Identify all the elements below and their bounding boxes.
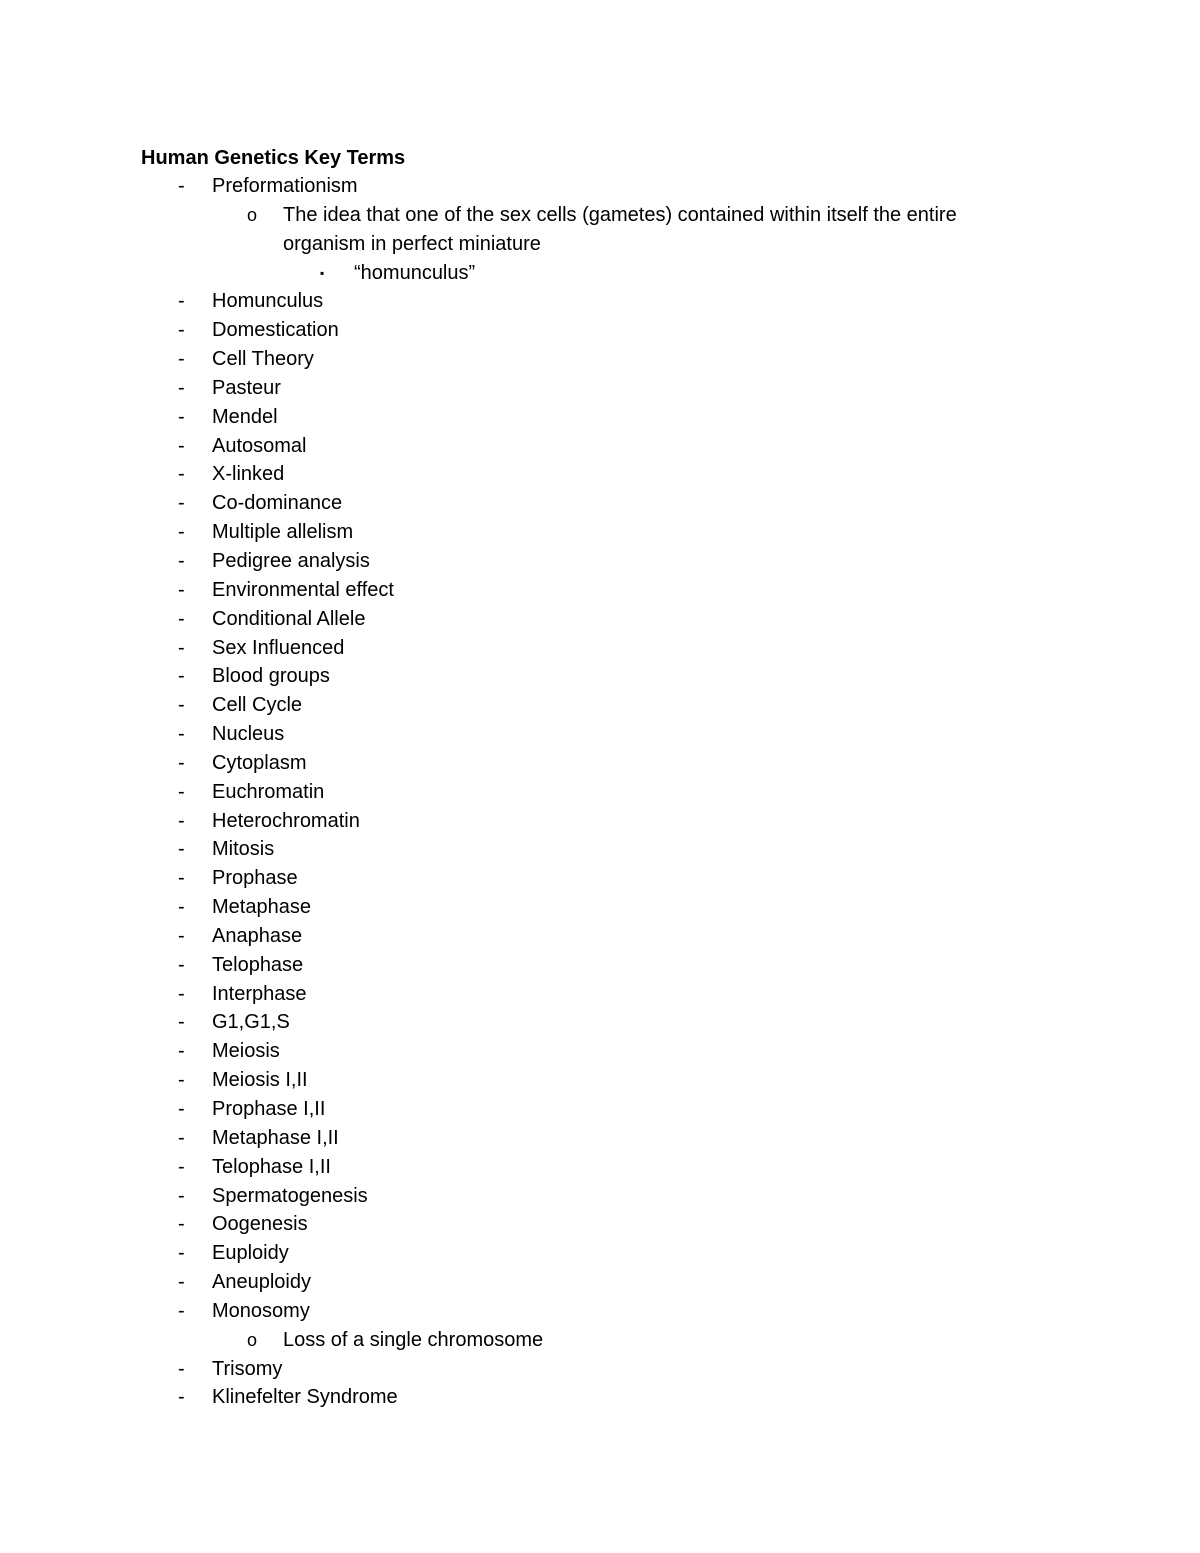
item-text: G1,G1,S xyxy=(212,1011,290,1034)
dash-bullet: - xyxy=(178,1386,185,1409)
dash-bullet: - xyxy=(178,953,185,976)
term-item xyxy=(0,778,1200,807)
item-text: Homunculus xyxy=(212,290,324,313)
item-text: Cytoplasm xyxy=(212,751,307,774)
item-text: Prophase xyxy=(212,867,298,890)
item-text: Sex Influenced xyxy=(212,636,345,659)
dash-bullet: - xyxy=(178,348,185,371)
dash-bullet: - xyxy=(178,492,185,515)
item-text: Nucleus xyxy=(212,723,285,746)
dash-bullet: - xyxy=(178,1011,185,1034)
dash-bullet: - xyxy=(178,1069,185,1092)
term-item xyxy=(0,518,1200,547)
term-item xyxy=(0,576,1200,605)
term-item xyxy=(0,605,1200,634)
term-item xyxy=(0,951,1200,980)
term-item xyxy=(0,835,1200,864)
term-item xyxy=(0,1124,1200,1153)
dash-bullet: - xyxy=(178,780,185,803)
item-text: Trisomy xyxy=(212,1357,283,1380)
item-text: Meiosis I,II xyxy=(212,1069,308,1092)
term-item xyxy=(0,172,1200,201)
item-text: Interphase xyxy=(212,982,307,1005)
term-item xyxy=(0,749,1200,778)
dash-bullet: - xyxy=(178,751,185,774)
dash-bullet: - xyxy=(178,607,185,630)
term-item xyxy=(0,287,1200,316)
dash-bullet: - xyxy=(178,1213,185,1236)
term-item xyxy=(0,980,1200,1009)
term-item xyxy=(0,403,1200,432)
dash-bullet: - xyxy=(178,1126,185,1149)
term-item xyxy=(0,634,1200,663)
item-text: X-linked xyxy=(212,463,285,486)
item-text: Conditional Allele xyxy=(212,607,366,630)
dash-bullet: - xyxy=(178,1155,185,1178)
term-item xyxy=(0,1095,1200,1124)
item-text: Preformationism xyxy=(212,175,358,197)
term-item xyxy=(0,1182,1200,1211)
term-item xyxy=(0,691,1200,720)
dash-bullet: - xyxy=(178,376,185,399)
dash-bullet: - xyxy=(178,290,185,313)
item-text: Metaphase I,II xyxy=(212,1126,339,1149)
dash-bullet: - xyxy=(178,1357,185,1380)
definition-item xyxy=(0,201,1200,259)
item-text: Klinefelter Syndrome xyxy=(212,1386,398,1409)
dash-bullet: - xyxy=(178,319,185,342)
item-text: Co-dominance xyxy=(212,492,343,515)
term-item xyxy=(0,1355,1200,1384)
dash-bullet: - xyxy=(178,521,185,544)
item-text: Autosomal xyxy=(212,434,307,457)
term-item xyxy=(0,1297,1200,1326)
item-text: Pasteur xyxy=(212,376,281,399)
dash-bullet: - xyxy=(178,175,185,197)
term-item xyxy=(0,1008,1200,1037)
item-text: Telophase I,II xyxy=(212,1155,331,1178)
term-item xyxy=(0,460,1200,489)
item-text: Multiple allelism xyxy=(212,521,354,544)
item-text: Telophase xyxy=(212,953,304,976)
dash-bullet: - xyxy=(178,694,185,717)
term-item xyxy=(0,1153,1200,1182)
dash-bullet: - xyxy=(178,982,185,1005)
dash-bullet: - xyxy=(178,1299,185,1322)
item-text: Loss of a single chromosome xyxy=(283,1328,544,1351)
term-item xyxy=(0,864,1200,893)
dash-bullet: - xyxy=(178,1040,185,1063)
item-text: Anaphase xyxy=(212,924,303,947)
item-text: “homunculus” xyxy=(354,261,476,284)
document-title: Human Genetics Key Terms xyxy=(141,147,406,169)
item-text: Mendel xyxy=(212,405,278,428)
square-bullet: ▪ xyxy=(320,265,325,280)
dash-bullet: - xyxy=(178,1271,185,1294)
dash-bullet: - xyxy=(178,405,185,428)
dash-bullet: - xyxy=(178,463,185,486)
dash-bullet: - xyxy=(178,723,185,746)
definition-item xyxy=(0,1326,1200,1355)
item-text: Prophase I,II xyxy=(212,1098,326,1120)
term-item xyxy=(0,432,1200,461)
term-item xyxy=(0,1037,1200,1066)
item-text: Cell Theory xyxy=(212,348,314,371)
term-item xyxy=(0,316,1200,345)
dash-bullet: - xyxy=(178,434,185,457)
item-text: Blood groups xyxy=(212,665,330,688)
item-text: Monosomy xyxy=(212,1299,310,1322)
term-item xyxy=(0,1268,1200,1297)
item-text: Spermatogenesis xyxy=(212,1184,368,1207)
term-item xyxy=(0,547,1200,576)
item-text: Domestication xyxy=(212,319,339,342)
item-text: The idea that one of the sex cells (gametes) contained within itself the entire organism in perfect miniature xyxy=(283,203,957,255)
item-text: Cell Cycle xyxy=(212,694,303,717)
dash-bullet: - xyxy=(178,838,185,861)
item-text: Euploidy xyxy=(212,1242,289,1265)
term-item xyxy=(0,489,1200,518)
dash-bullet: - xyxy=(178,665,185,688)
item-text: Mitosis xyxy=(212,838,275,861)
circle-bullet: o xyxy=(247,204,258,225)
item-text: Oogenesis xyxy=(212,1213,308,1236)
dash-bullet: - xyxy=(178,1098,185,1120)
term-item xyxy=(0,345,1200,374)
term-item xyxy=(0,922,1200,951)
item-text: Environmental effect xyxy=(212,578,394,601)
sub-definition-item xyxy=(0,259,1200,288)
dash-bullet: - xyxy=(178,896,185,919)
circle-bullet: o xyxy=(247,1329,258,1350)
item-text: Aneuploidy xyxy=(212,1271,311,1294)
item-text: Pedigree analysis xyxy=(212,549,370,572)
term-item xyxy=(0,1239,1200,1268)
key-terms-list xyxy=(0,172,1200,1412)
dash-bullet: - xyxy=(178,809,185,832)
item-text: Metaphase xyxy=(212,896,311,919)
term-item xyxy=(0,893,1200,922)
term-item xyxy=(0,807,1200,836)
term-item xyxy=(0,1383,1200,1412)
item-text: Heterochromatin xyxy=(212,809,360,832)
term-item xyxy=(0,1210,1200,1239)
item-text: Euchromatin xyxy=(212,780,325,803)
dash-bullet: - xyxy=(178,924,185,947)
dash-bullet: - xyxy=(178,578,185,601)
term-item xyxy=(0,662,1200,691)
item-text: Meiosis xyxy=(212,1040,280,1063)
dash-bullet: - xyxy=(178,1184,185,1207)
term-item xyxy=(0,720,1200,749)
dash-bullet: - xyxy=(178,549,185,572)
dash-bullet: - xyxy=(178,636,185,659)
dash-bullet: - xyxy=(178,867,185,890)
dash-bullet: - xyxy=(178,1242,185,1265)
term-item xyxy=(0,1066,1200,1095)
term-item xyxy=(0,374,1200,403)
